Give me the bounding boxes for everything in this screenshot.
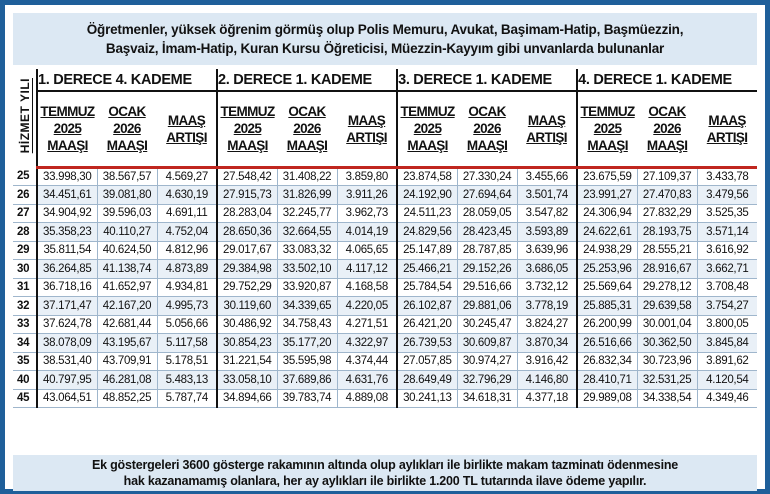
- salary-value-cell: 3.754,27: [697, 297, 757, 316]
- salary-value-cell: 25.784,54: [397, 278, 457, 297]
- salary-value-cell: 40.110,27: [97, 223, 157, 242]
- salary-value-cell: 27.548,42: [217, 167, 277, 186]
- salary-value-cell: 27.057,85: [397, 352, 457, 371]
- subheader-line: OCAK: [468, 104, 506, 120]
- salary-value-cell: 26.102,87: [397, 297, 457, 316]
- salary-value-cell: 28.787,85: [457, 241, 517, 260]
- salary-value-cell: 43.195,67: [97, 334, 157, 353]
- salary-value-cell: 27.832,29: [637, 204, 697, 223]
- table-row: [13, 260, 757, 279]
- subheader-line: MAAŞI: [47, 138, 88, 154]
- subheader-line: ARTIŞI: [346, 129, 387, 145]
- footnote-line-1: Ek göstergeleri 3600 gösterge rakamının altında olup aylıkları ile birlikte makam tazminatı ödenmesine: [91, 458, 679, 472]
- salary-value-cell: 38.078,09: [37, 334, 97, 353]
- salary-value-cell: 4.995,73: [157, 297, 217, 316]
- salary-value-cell: 5.787,74: [157, 389, 217, 408]
- salary-value-cell: 27.915,73: [217, 186, 277, 205]
- salary-value-cell: 37.689,86: [277, 371, 337, 390]
- temmuz-2025-maasi-header: [577, 91, 637, 167]
- salary-value-cell: 33.920,87: [277, 278, 337, 297]
- subheader-line: OCAK: [288, 104, 326, 120]
- salary-value-cell: 3.501,74: [517, 186, 577, 205]
- salary-value-cell: 32.664,55: [277, 223, 337, 242]
- subheader-line: TEMMUZ: [400, 104, 455, 120]
- salary-value-cell: 25.885,31: [577, 297, 637, 316]
- salary-value-cell: 30.119,60: [217, 297, 277, 316]
- salary-value-cell: 26.516,66: [577, 334, 637, 353]
- subheader-line: 2025: [413, 121, 442, 137]
- salary-value-cell: 34.758,43: [277, 315, 337, 334]
- salary-value-cell: 29.017,67: [217, 241, 277, 260]
- salary-value-cell: 29.989,08: [577, 389, 637, 408]
- table-row: [13, 315, 757, 334]
- subheader-line: MAAŞI: [587, 138, 628, 154]
- service-year-cell: 27: [13, 204, 37, 223]
- salary-value-cell: 3.479,56: [697, 186, 757, 205]
- subheader-line: MAAŞI: [646, 138, 688, 154]
- salary-value-cell: 30.723,96: [637, 352, 697, 371]
- salary-value-cell: 29.516,66: [457, 278, 517, 297]
- subheader-line: MAAŞ: [167, 112, 206, 128]
- salary-value-cell: 24.829,56: [397, 223, 457, 242]
- table-body: [13, 167, 757, 408]
- subheader-line: MAAŞ: [347, 112, 386, 128]
- salary-value-cell: 5.178,51: [157, 352, 217, 371]
- salary-value-cell: 5.483,13: [157, 371, 217, 390]
- ocak-2026-maasi-header: [637, 91, 697, 167]
- salary-value-cell: 43.709,91: [97, 352, 157, 371]
- salary-value-cell: 4.014,19: [337, 223, 397, 242]
- salary-value-cell: 24.938,29: [577, 241, 637, 260]
- year-column-header: [13, 69, 37, 167]
- subheader-line: MAAŞI: [466, 138, 508, 154]
- salary-value-cell: 4.146,80: [517, 371, 577, 390]
- salary-table: [13, 69, 757, 408]
- salary-value-cell: 35.811,54: [37, 241, 97, 260]
- salary-value-cell: 4.220,05: [337, 297, 397, 316]
- subheader-line: MAAŞI: [227, 138, 268, 154]
- salary-value-cell: 28.423,45: [457, 223, 517, 242]
- subheader-line: MAAŞI: [106, 138, 148, 154]
- service-year-cell: 40: [13, 371, 37, 390]
- salary-value-cell: 4.889,08: [337, 389, 397, 408]
- salary-value-cell: 3.662,71: [697, 260, 757, 279]
- salary-value-cell: 3.525,35: [697, 204, 757, 223]
- footnote-line-2: hak kazanamamış olanlara, her ay aylıkları ile birlikte 1.200 TL tutarında ilave ödeme yapılır.: [123, 474, 647, 488]
- salary-value-cell: 3.778,19: [517, 297, 577, 316]
- salary-value-cell: 32.796,29: [457, 371, 517, 390]
- salary-value-cell: 35.177,20: [277, 334, 337, 353]
- salary-value-cell: 38.567,57: [97, 167, 157, 186]
- salary-value-cell: 3.732,12: [517, 278, 577, 297]
- salary-value-cell: 24.192,90: [397, 186, 457, 205]
- salary-value-cell: 41.652,97: [97, 278, 157, 297]
- table-row: [13, 278, 757, 297]
- salary-value-cell: 39.783,74: [277, 389, 337, 408]
- table-row: [13, 371, 757, 390]
- salary-value-cell: 4.322,97: [337, 334, 397, 353]
- salary-value-cell: 30.001,04: [637, 315, 697, 334]
- salary-value-cell: 48.852,25: [97, 389, 157, 408]
- salary-value-cell: 4.934,81: [157, 278, 217, 297]
- salary-value-cell: 3.686,05: [517, 260, 577, 279]
- salary-value-cell: 46.281,08: [97, 371, 157, 390]
- salary-value-cell: 3.891,62: [697, 352, 757, 371]
- salary-value-cell: 30.241,13: [397, 389, 457, 408]
- service-year-cell: 30: [13, 260, 37, 279]
- salary-value-cell: 23.675,59: [577, 167, 637, 186]
- table-row: [13, 204, 757, 223]
- salary-value-cell: 3.571,14: [697, 223, 757, 242]
- table-row: [13, 241, 757, 260]
- maas-artisi-header: [157, 91, 217, 167]
- service-year-cell: 33: [13, 315, 37, 334]
- salary-value-cell: 41.138,74: [97, 260, 157, 279]
- salary-value-cell: 4.691,11: [157, 204, 217, 223]
- salary-value-cell: 30.486,92: [217, 315, 277, 334]
- subheader-line: MAAŞI: [286, 138, 328, 154]
- year-header-label: HİZMET YILI: [17, 77, 32, 154]
- salary-value-cell: 39.596,03: [97, 204, 157, 223]
- salary-value-cell: 37.624,78: [37, 315, 97, 334]
- salary-value-cell: 28.193,75: [637, 223, 697, 242]
- ocak-2026-maasi-header: [457, 91, 517, 167]
- table-row: [13, 297, 757, 316]
- subheader-line: 2025: [53, 121, 82, 137]
- salary-value-cell: 30.362,50: [637, 334, 697, 353]
- service-year-cell: 34: [13, 334, 37, 353]
- salary-value-cell: 34.894,66: [217, 389, 277, 408]
- salary-value-cell: 28.283,04: [217, 204, 277, 223]
- title-line-1: Öğretmenler, yüksek öğrenim görmüş olup Polis Memuru, Avukat, Başimam-Hatip, Başmüezzin,: [86, 22, 684, 37]
- salary-value-cell: 4.374,44: [337, 352, 397, 371]
- maas-artisi-header: [337, 91, 397, 167]
- salary-value-cell: 3.859,80: [337, 167, 397, 186]
- salary-value-cell: 36.264,85: [37, 260, 97, 279]
- salary-value-cell: 25.569,64: [577, 278, 637, 297]
- salary-value-cell: 33.502,10: [277, 260, 337, 279]
- temmuz-2025-maasi-header: [397, 91, 457, 167]
- salary-value-cell: 33.083,32: [277, 241, 337, 260]
- salary-value-cell: 3.433,78: [697, 167, 757, 186]
- subheader-line: 2025: [233, 121, 262, 137]
- subheader-line: MAAŞ: [527, 112, 566, 128]
- table-row: [13, 186, 757, 205]
- service-year-cell: 28: [13, 223, 37, 242]
- group-header-2: 2. DERECE 1. KADEME: [217, 69, 397, 91]
- salary-value-cell: 28.649,49: [397, 371, 457, 390]
- table-row: [13, 389, 757, 408]
- salary-value-cell: 26.832,34: [577, 352, 637, 371]
- salary-value-cell: 31.221,54: [217, 352, 277, 371]
- salary-value-cell: 33.058,10: [217, 371, 277, 390]
- salary-value-cell: 3.962,73: [337, 204, 397, 223]
- salary-value-cell: 33.998,30: [37, 167, 97, 186]
- salary-value-cell: 3.547,82: [517, 204, 577, 223]
- subheader-line: 2026: [653, 121, 681, 137]
- salary-value-cell: 4.377,18: [517, 389, 577, 408]
- salary-value-cell: 5.056,66: [157, 315, 217, 334]
- salary-value-cell: 28.555,21: [637, 241, 697, 260]
- salary-value-cell: 25.466,21: [397, 260, 457, 279]
- subheader-line: OCAK: [108, 104, 146, 120]
- maas-artisi-header: [517, 91, 577, 167]
- salary-value-cell: 26.200,99: [577, 315, 637, 334]
- salary-value-cell: 4.631,76: [337, 371, 397, 390]
- salary-value-cell: 4.569,27: [157, 167, 217, 186]
- salary-value-cell: 25.147,89: [397, 241, 457, 260]
- salary-value-cell: 29.881,06: [457, 297, 517, 316]
- salary-value-cell: 4.812,96: [157, 241, 217, 260]
- salary-value-cell: 34.338,54: [637, 389, 697, 408]
- salary-value-cell: 39.081,80: [97, 186, 157, 205]
- salary-value-cell: 29.152,26: [457, 260, 517, 279]
- salary-value-cell: 25.253,96: [577, 260, 637, 279]
- table-row: [13, 352, 757, 371]
- salary-value-cell: 37.171,47: [37, 297, 97, 316]
- salary-value-cell: 27.109,37: [637, 167, 697, 186]
- salary-value-cell: 3.870,34: [517, 334, 577, 353]
- salary-value-cell: 24.622,61: [577, 223, 637, 242]
- subheader-line: TEMMUZ: [40, 104, 95, 120]
- service-year-cell: 32: [13, 297, 37, 316]
- salary-value-cell: 35.595,98: [277, 352, 337, 371]
- salary-value-cell: 31.826,99: [277, 186, 337, 205]
- salary-value-cell: 3.616,92: [697, 241, 757, 260]
- subheader-line: ARTIŞI: [706, 129, 748, 145]
- salary-value-cell: 4.630,19: [157, 186, 217, 205]
- subheader-line: OCAK: [648, 104, 686, 120]
- salary-value-cell: 4.752,04: [157, 223, 217, 242]
- subheader-line: MAAŞ: [708, 112, 746, 128]
- salary-value-cell: 4.873,89: [157, 260, 217, 279]
- salary-value-cell: 4.117,12: [337, 260, 397, 279]
- subheader-line: TEMMUZ: [580, 104, 635, 120]
- salary-value-cell: 36.718,16: [37, 278, 97, 297]
- salary-value-cell: 30.974,27: [457, 352, 517, 371]
- ocak-2026-maasi-header: [97, 91, 157, 167]
- table-row: [13, 334, 757, 353]
- salary-value-cell: 34.904,92: [37, 204, 97, 223]
- salary-value-cell: 28.916,67: [637, 260, 697, 279]
- salary-value-cell: 23.874,58: [397, 167, 457, 186]
- salary-value-cell: 29.752,29: [217, 278, 277, 297]
- salary-value-cell: 30.245,47: [457, 315, 517, 334]
- temmuz-2025-maasi-header: [37, 91, 97, 167]
- salary-value-cell: 34.339,65: [277, 297, 337, 316]
- service-year-cell: 25: [13, 167, 37, 186]
- salary-value-cell: 34.451,61: [37, 186, 97, 205]
- salary-value-cell: 23.991,27: [577, 186, 637, 205]
- table-row: [13, 223, 757, 242]
- salary-value-cell: 27.470,83: [637, 186, 697, 205]
- salary-value-cell: 3.708,48: [697, 278, 757, 297]
- salary-value-cell: 4.168,58: [337, 278, 397, 297]
- subheader-line: 2026: [293, 121, 321, 137]
- group-header-1: 1. DERECE 4. KADEME: [37, 69, 217, 91]
- salary-value-cell: 28.059,05: [457, 204, 517, 223]
- subheader-line: 2025: [593, 121, 622, 137]
- salary-value-cell: 3.911,26: [337, 186, 397, 205]
- salary-value-cell: 32.245,77: [277, 204, 337, 223]
- service-year-cell: 26: [13, 186, 37, 205]
- salary-value-cell: 40.797,95: [37, 371, 97, 390]
- service-year-cell: 45: [13, 389, 37, 408]
- title-panel: [13, 13, 757, 65]
- salary-value-cell: 4.065,65: [337, 241, 397, 260]
- subheader-row: [13, 91, 757, 167]
- salary-value-cell: 3.455,66: [517, 167, 577, 186]
- subheader-line: TEMMUZ: [220, 104, 275, 120]
- salary-value-cell: 28.650,36: [217, 223, 277, 242]
- salary-value-cell: 24.306,94: [577, 204, 637, 223]
- salary-value-cell: 3.824,27: [517, 315, 577, 334]
- salary-value-cell: 24.511,23: [397, 204, 457, 223]
- service-year-cell: 35: [13, 352, 37, 371]
- salary-value-cell: 3.593,89: [517, 223, 577, 242]
- salary-value-cell: 26.739,53: [397, 334, 457, 353]
- salary-value-cell: 42.167,20: [97, 297, 157, 316]
- salary-value-cell: 5.117,58: [157, 334, 217, 353]
- salary-value-cell: 4.120,54: [697, 371, 757, 390]
- subheader-line: 2026: [473, 121, 501, 137]
- table-row: [13, 167, 757, 186]
- salary-value-cell: 3.800,05: [697, 315, 757, 334]
- title-line-2: Başvaiz, İmam-Hatip, Kuran Kursu Öğreticisi, Müezzin-Kayyım gibi unvanlarda bulunanlar: [105, 41, 665, 56]
- footnote-panel: [13, 455, 757, 491]
- salary-value-cell: 32.531,25: [637, 371, 697, 390]
- salary-value-cell: 27.694,64: [457, 186, 517, 205]
- service-year-cell: 29: [13, 241, 37, 260]
- salary-value-cell: 38.531,40: [37, 352, 97, 371]
- salary-value-cell: 42.681,44: [97, 315, 157, 334]
- salary-value-cell: 30.609,87: [457, 334, 517, 353]
- salary-value-cell: 30.854,23: [217, 334, 277, 353]
- subheader-line: ARTIŞI: [166, 129, 207, 145]
- salary-value-cell: 3.639,96: [517, 241, 577, 260]
- subheader-line: ARTIŞI: [526, 129, 567, 145]
- salary-value-cell: 28.410,71: [577, 371, 637, 390]
- salary-value-cell: 3.916,42: [517, 352, 577, 371]
- salary-value-cell: 27.330,24: [457, 167, 517, 186]
- temmuz-2025-maasi-header: [217, 91, 277, 167]
- salary-value-cell: 34.618,31: [457, 389, 517, 408]
- subheader-line: MAAŞI: [407, 138, 448, 154]
- salary-value-cell: 26.421,20: [397, 315, 457, 334]
- subheader-line: 2026: [113, 121, 141, 137]
- group-header-4: 4. DERECE 1. KADEME: [577, 69, 757, 91]
- salary-value-cell: 3.845,84: [697, 334, 757, 353]
- service-year-cell: 31: [13, 278, 37, 297]
- maas-artisi-header: [697, 91, 757, 167]
- salary-value-cell: 4.271,51: [337, 315, 397, 334]
- salary-value-cell: 43.064,51: [37, 389, 97, 408]
- salary-value-cell: 35.358,23: [37, 223, 97, 242]
- group-header-3: 3. DERECE 1. KADEME: [397, 69, 577, 91]
- ocak-2026-maasi-header: [277, 91, 337, 167]
- salary-value-cell: 31.408,22: [277, 167, 337, 186]
- salary-value-cell: 29.639,58: [637, 297, 697, 316]
- salary-value-cell: 4.349,46: [697, 389, 757, 408]
- salary-value-cell: 29.384,98: [217, 260, 277, 279]
- salary-value-cell: 29.278,12: [637, 278, 697, 297]
- salary-value-cell: 40.624,50: [97, 241, 157, 260]
